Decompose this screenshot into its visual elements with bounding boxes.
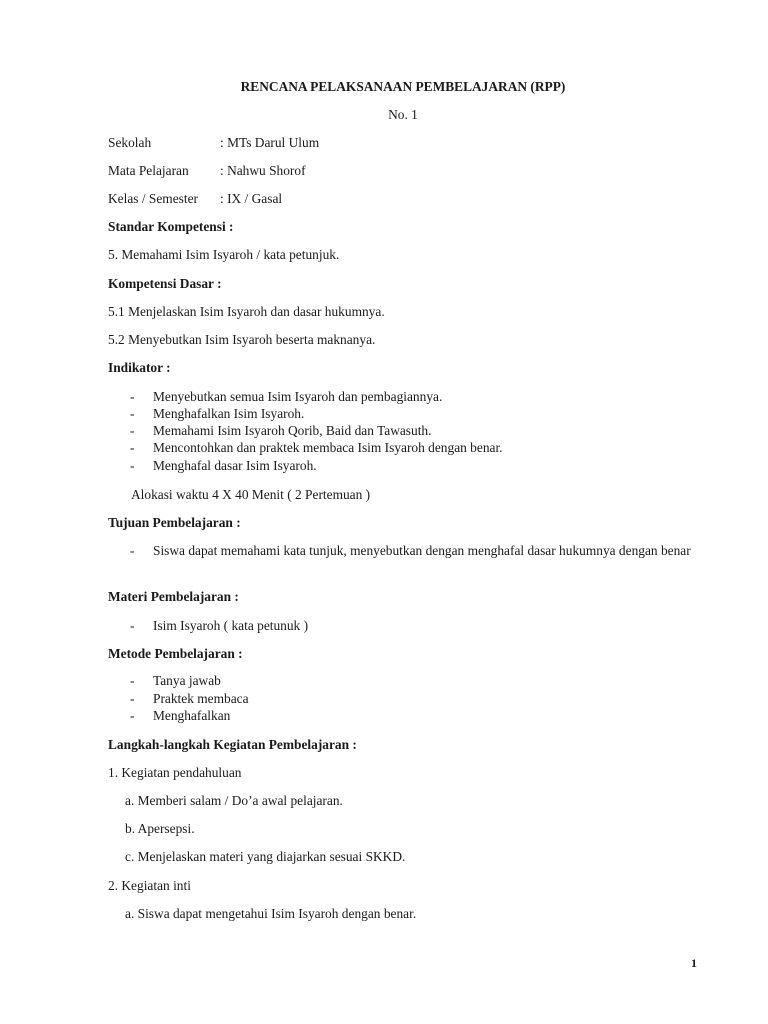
indikator-item: Menghafal dasar Isim Isyaroh. (153, 458, 317, 473)
materi-item: Isim Isyaroh ( kata petunuk ) (153, 618, 309, 633)
document-title: RENCANA PELAKSANAAN PEMBELAJARAN (RPP) (240, 79, 566, 94)
pendahuluan-item: a. Memberi salam / Do’a awal pelajaran. (125, 793, 343, 808)
metode-item: Praktek membaca (153, 691, 249, 706)
standar-kompetensi-text: 5. Memahami Isim Isyaroh / kata petunjuk. (108, 247, 340, 262)
alokasi-waktu: Alokasi waktu 4 X 40 Menit ( 2 Pertemuan ) (131, 487, 371, 502)
subject-value: : Nahwu Shorof (220, 163, 306, 178)
kegiatan-inti: 2. Kegiatan inti (108, 878, 191, 893)
kompetensi-dasar-heading: Kompetensi Dasar : (108, 276, 222, 291)
pendahuluan-item: b. Apersepsi. (125, 821, 195, 836)
inti-item: a. Siswa dapat mengetahui Isim Isyaroh dengan benar. (125, 906, 417, 921)
standar-kompetensi-heading: Standar Kompetensi : (108, 219, 234, 234)
bullet-dash: - (130, 440, 135, 455)
bullet-dash: - (130, 543, 135, 558)
bullet-dash: - (130, 389, 135, 404)
indikator-item: Mencontohkan dan praktek membaca Isim Isyaroh dengan benar. (153, 440, 503, 455)
metode-item: Menghafalkan (153, 708, 231, 723)
tujuan-heading: Tujuan Pembelajaran : (108, 515, 241, 530)
bullet-dash: - (130, 458, 135, 473)
metode-heading: Metode Pembelajaran : (108, 646, 243, 661)
tujuan-item: Siswa dapat memahami kata tunjuk, menyebutkan dengan menghafal dasar hukumnya dengan benar (153, 543, 691, 558)
kegiatan-pendahuluan: 1. Kegiatan pendahuluan (108, 765, 242, 780)
class-semester-label: Kelas / Semester (108, 191, 198, 206)
langkah-heading: Langkah-langkah Kegiatan Pembelajaran : (108, 737, 357, 752)
materi-heading: Materi Pembelajaran : (108, 589, 239, 604)
school-value: : MTs Darul Ulum (220, 135, 320, 150)
page-number: 1 (691, 956, 697, 970)
document-number: No. 1 (388, 107, 418, 122)
bullet-dash: - (130, 618, 135, 633)
kompetensi-dasar-item: 5.1 Menjelaskan Isim Isyaroh dan dasar hukumnya. (108, 304, 385, 319)
bullet-dash: - (130, 673, 135, 688)
indikator-item: Memahami Isim Isyaroh Qorib, Baid dan Tawasuth. (153, 423, 432, 438)
metode-item: Tanya jawab (153, 673, 221, 688)
bullet-dash: - (130, 691, 135, 706)
subject-label: Mata Pelajaran (108, 163, 189, 178)
class-semester-value: : IX / Gasal (220, 191, 283, 206)
indikator-heading: Indikator : (108, 360, 171, 375)
indikator-item: Menyebutkan semua Isim Isyaroh dan pembagiannya. (153, 389, 443, 404)
school-label: Sekolah (108, 135, 152, 150)
pendahuluan-item: c. Menjelaskan materi yang diajarkan sesuai SKKD. (125, 849, 406, 864)
indikator-item: Menghafalkan Isim Isyaroh. (153, 406, 305, 421)
bullet-dash: - (130, 406, 135, 421)
kompetensi-dasar-item: 5.2 Menyebutkan Isim Isyaroh beserta maknanya. (108, 332, 376, 347)
bullet-dash: - (130, 708, 135, 723)
bullet-dash: - (130, 423, 135, 438)
